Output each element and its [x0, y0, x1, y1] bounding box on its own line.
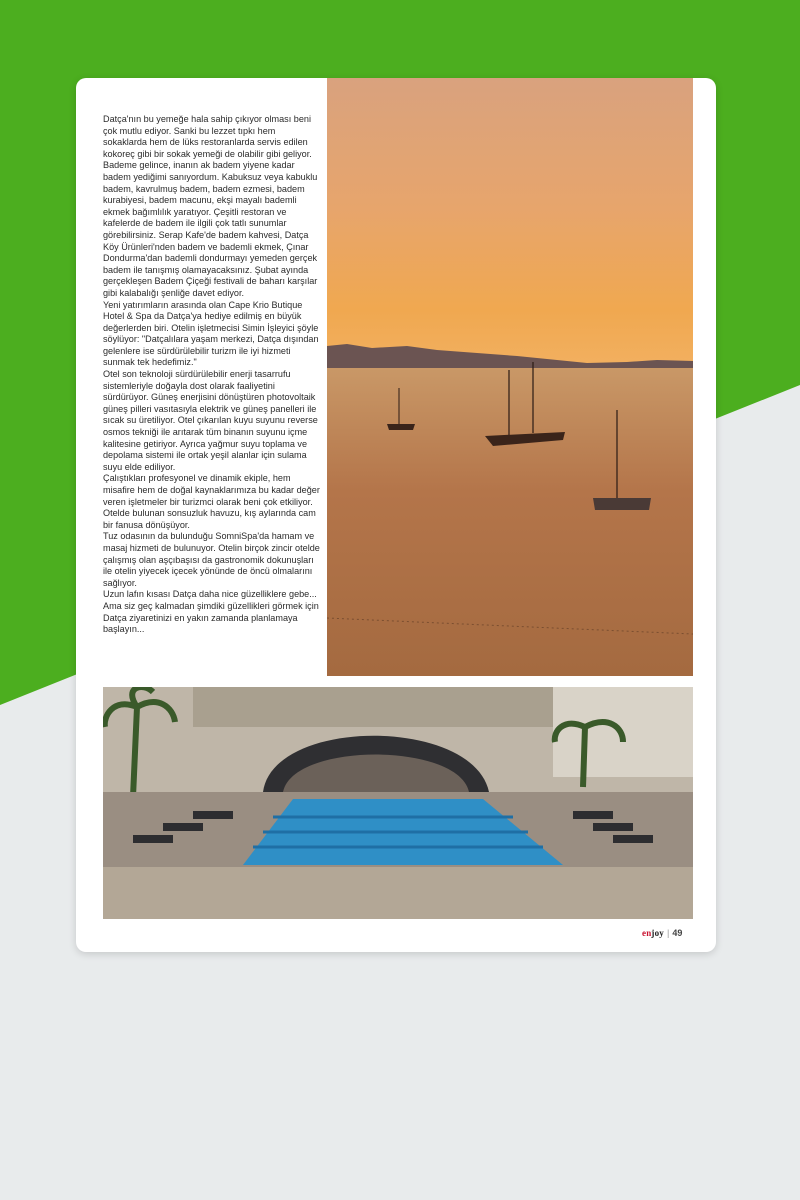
- sea: [327, 368, 693, 676]
- article-paragraph: Uzun lafın kısası Datça daha nice güzelliklere gebe... Ama siz geç kalmadan şimdiki güzellikleri görmek için Datça ziyaretinizi en yakın zamanda planlamaya başlayın...: [103, 589, 319, 635]
- article-paragraph: Bademe gelince, inanın ak badem yiyene kadar badem yediğimi sanıyordum. Kabuksuz veya kabuklu badem, kavrulmuş badem, badem ezmesi, badem kurabiyesi, badem macunu, ekşi mayalı bademli ekmek bağımlılık yaratıyor. Çeşitli restoran ve kafelerde de badem ile ilgili çok tatlı sunumlar görebilirsiniz. Serap Kafe'de badem kahvesi, Datça Köy Ürünleri'nden badem ve bademli ekmek, Çınar Dondurma'dan bademli dondurmayı yemeden gerçek badem ile tanışmış olamayacaksınız. Şubat ayında gerçekleşen Badem Çiçeği festivali de baharı karşılar gibi kalabalığı şenliğe davet ediyor.: [103, 160, 318, 298]
- magazine-page: [76, 78, 716, 952]
- footer-separator: |: [667, 928, 670, 938]
- stone-wall: [103, 867, 693, 919]
- page-footer: [642, 926, 702, 940]
- page-number: 49: [672, 928, 683, 938]
- sky: [327, 78, 693, 368]
- article-text-column: [103, 114, 321, 636]
- upper-terrace: [193, 687, 553, 727]
- sunset-sailboats-photo: [327, 78, 693, 676]
- article-paragraph: Tuz odasının da bulunduğu SomniSpa'da hamam ve masaj hizmeti de bulunuyor. Otelin birçok zincir otelde çalışmış olan aşçıbaşısı da gastronomik dokunuşları ile otelin yiyecek içecek yönünde de öncü olmalarını sağlıyor.: [103, 531, 320, 588]
- article-paragraph: Datça'nın bu yemeğe hala sahip çıkıyor olması beni çok mutlu ediyor. Sanki bu lezzet tıpkı hem sokaklarda hem de lüks restoranlarda servis edilen kokoreç gibi bir sokak yemeği de olabilir gibi geliyor.: [103, 114, 312, 159]
- hotel-pool-photo: [103, 687, 693, 919]
- article-paragraph: Çalıştıkları profesyonel ve dinamik ekiple, hem misafire hem de doğal kaynaklarımıza bu kadar değer veren işletmeler bir turizmci olarak beni çok etkiliyor. Otelde bulunan sonsuzluk havuzu, kış aylarında cam bir fanusa dönüşüyor.: [103, 473, 320, 530]
- magazine-logo: enjoy: [642, 928, 665, 938]
- article-paragraph: Yeni yatırımların arasında olan Cape Krio Butique Hotel & Spa da Datça'ya hediye edilmiş en büyük değerlerden biri. Otelin işletmecisi Simin İşleyici şöyle söylüyor: "Datçalılara yaşam merkezi, Datça dışından gelenlere ise sürdürülebilir turizm ile iyi hizmeti sunmak tek hedefimiz.": [103, 299, 319, 368]
- article-paragraph: Otel son teknoloji sürdürülebilir enerji tasarrufu sistemleriyle doğayla dost olarak faaliyetini sürdürüyor. Güneş enerjisini dönüştüren photovoltaik güneş pilleri vasıtasıyla elektrik ve güneş panelleri ile sıcak su üretiliyor. Otel çıkarılan kuyu suyunu reverse osmos tekniği ile arıtarak tüm binanın suyunu içme kalitesine getiriyor. Ayrıca yağmur suyu toplama ve depolama sistemi ile ortak yeşil alanlar için sulama suyu elde ediliyor.: [103, 369, 318, 472]
